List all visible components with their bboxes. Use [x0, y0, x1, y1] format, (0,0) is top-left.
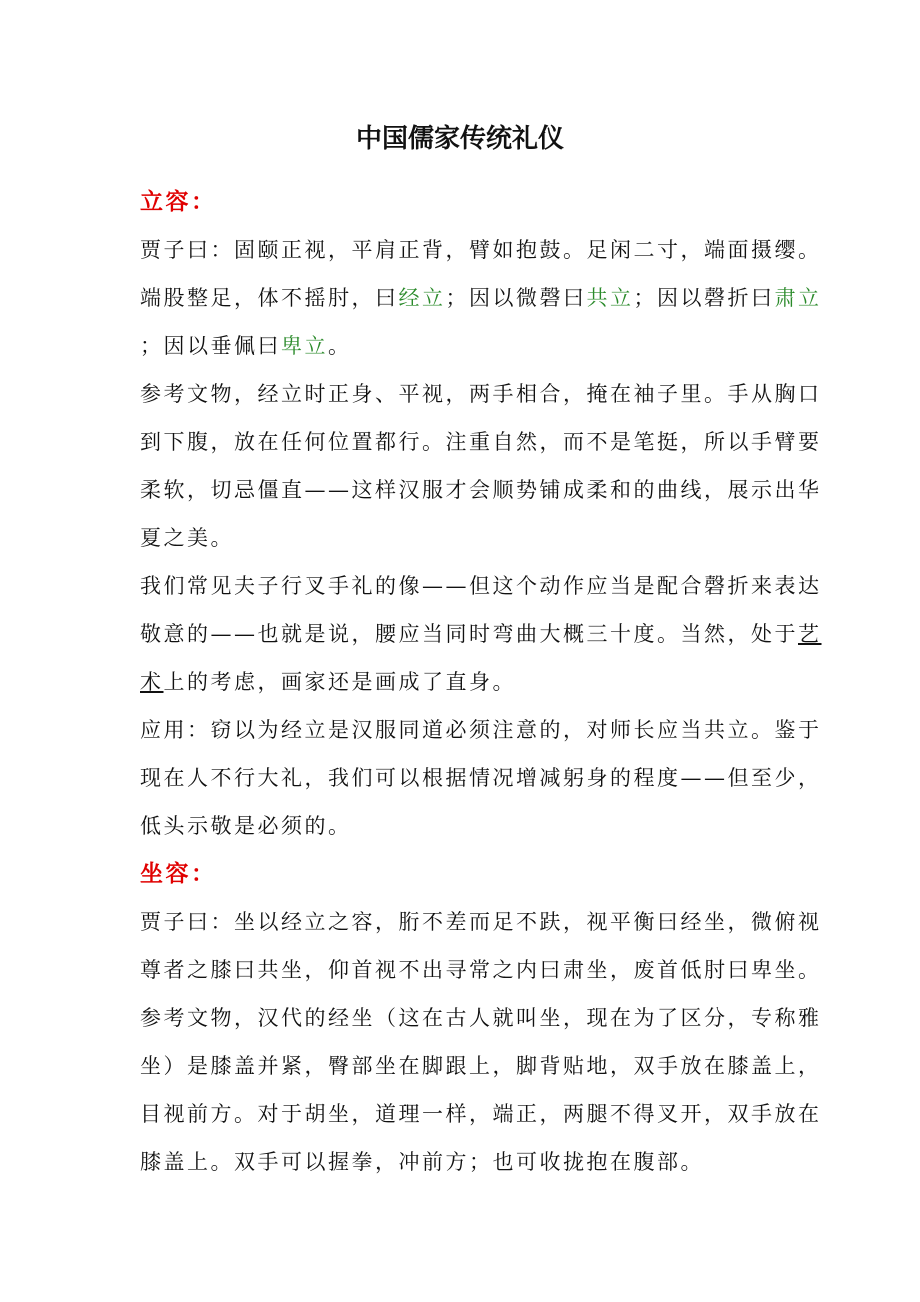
- text-segment: ；因以垂佩曰: [140, 334, 281, 358]
- text-line: [140, 322, 780, 370]
- text-line: [140, 418, 822, 466]
- paragraph: [140, 706, 822, 850]
- text-line: [140, 898, 822, 946]
- text-segment: 贾子曰：坐以经立之容，胻不差而足不趺，视平衡曰经坐，微俯视: [140, 910, 822, 934]
- paragraph: [140, 370, 822, 562]
- text-segment: ；因以磬折曰: [633, 286, 775, 310]
- text-line: [140, 994, 822, 1042]
- text-line: [140, 802, 780, 850]
- text-line: [140, 658, 780, 706]
- text-segment: 目视前方。对于胡坐，道理一样，端正，两腿不得叉开，双手放在: [140, 1102, 822, 1126]
- text-line: [140, 946, 822, 994]
- text-segment: 低头示敬是必须的。: [140, 814, 352, 838]
- text-segment: 端股整足，体不摇肘，曰: [140, 286, 399, 310]
- text-line: [140, 514, 780, 562]
- text-segment: 夏之美。: [140, 526, 234, 550]
- text-segment: 贾子曰：固颐正视，平肩正背，臂如抱鼓。足闲二寸，端面摄缨。: [140, 238, 822, 262]
- text-line: [140, 1138, 780, 1186]
- text-line: [140, 850, 780, 898]
- highlighted-term: 肃立: [774, 286, 822, 310]
- text-segment: 到下腹，放在任何位置都行。注重自然，而不是笔挺，所以手臂要: [140, 430, 822, 454]
- text-segment: 柔软，切忌僵直——这样汉服才会顺势铺成柔和的曲线，展示出华: [140, 478, 822, 502]
- text-segment: 。: [328, 334, 352, 358]
- document-body: [140, 178, 822, 1186]
- text-segment: 应用：窃以为经立是汉服同道必须注意的，对师长应当共立。鉴于: [140, 718, 822, 742]
- highlighted-term: 经立: [398, 286, 446, 310]
- text-segment: 上的考虑，画家还是画成了直身。: [163, 670, 516, 694]
- text-line: [140, 466, 822, 514]
- highlighted-term: 卑立: [281, 334, 328, 358]
- text-segment: 尊者之膝曰共坐，仰首视不出寻常之内曰肃坐，废首低肘曰卑坐。: [140, 958, 822, 982]
- paragraph: [140, 562, 822, 706]
- text-segment: 我们常见夫子行叉手礼的像——但这个动作应当是配合磬折来表达: [140, 574, 822, 598]
- paragraph: [140, 226, 822, 370]
- underlined-text: 术: [140, 670, 164, 694]
- highlighted-term: 共立: [586, 286, 634, 310]
- text-segment: 参考文物，经立时正身、平视，两手相合，掩在袖子里。手从胸口: [140, 382, 822, 406]
- paragraph: [140, 898, 822, 994]
- text-line: [140, 274, 822, 322]
- document-title: 中国儒家传统礼仪: [355, 124, 564, 154]
- text-segment: 膝盖上。双手可以握拳，冲前方；也可收拢抱在腹部。: [140, 1150, 704, 1174]
- text-segment: 坐）是膝盖并紧，臀部坐在脚跟上，脚背贴地，双手放在膝盖上，: [140, 1054, 822, 1078]
- text-segment: 现在人不行大礼，我们可以根据情况增减躬身的程度——但至少，: [140, 766, 822, 790]
- text-line: [140, 1042, 822, 1090]
- text-line: [140, 754, 822, 802]
- text-line: [140, 562, 822, 610]
- text-segment: 敬意的——也就是说，腰应当同时弯曲大概三十度。当然，处于: [140, 622, 798, 646]
- text-segment: 坐容：: [140, 860, 217, 887]
- paragraph: [140, 994, 822, 1186]
- text-line: [140, 370, 822, 418]
- text-line: [140, 610, 822, 658]
- text-segment: 参考文物，汉代的经坐（这在古人就叫坐，现在为了区分，专称雅: [140, 1006, 822, 1030]
- text-line: [140, 1090, 822, 1138]
- text-segment: ；因以微磬曰: [445, 286, 587, 310]
- text-segment: 立容：: [140, 188, 217, 215]
- text-line: [140, 706, 822, 754]
- section-heading: [140, 178, 780, 226]
- text-line: [140, 226, 822, 274]
- section-heading: [140, 850, 780, 898]
- underlined-text: 艺: [798, 622, 822, 646]
- text-line: [140, 178, 780, 226]
